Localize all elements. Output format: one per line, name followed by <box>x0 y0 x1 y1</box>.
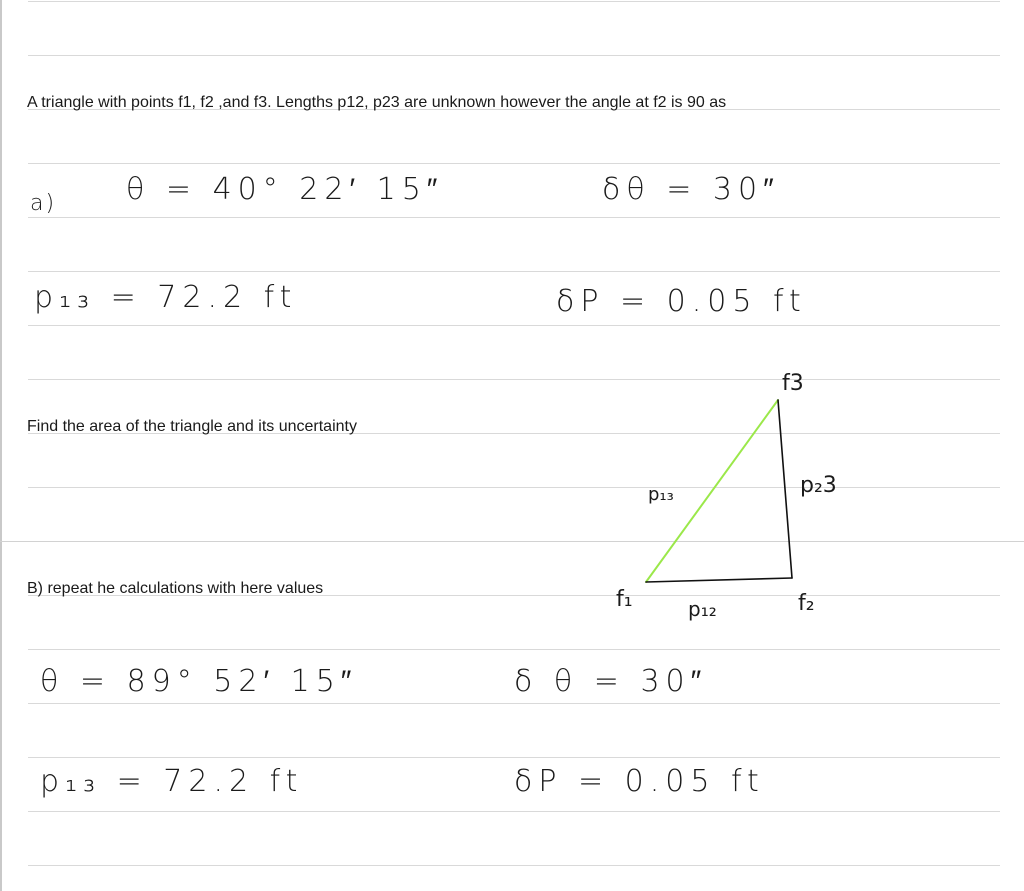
vertex-f2-label: f₂ <box>798 591 815 616</box>
page-left-edge <box>0 0 2 891</box>
side-p23-line <box>778 400 792 578</box>
ruled-line <box>28 163 1000 164</box>
ruled-line <box>28 1 1000 2</box>
side-p13-label: p₁₃ <box>648 484 674 505</box>
task-text: Find the area of the triangle and its uncertainty <box>27 418 357 435</box>
ruled-line <box>28 811 1000 812</box>
part-a-dp: δP = 0.05 ft <box>556 284 807 319</box>
ruled-line <box>28 757 1000 758</box>
ruled-line <box>28 865 1000 866</box>
ruled-line <box>28 271 1000 272</box>
vertex-f3-label: f3 <box>782 371 804 396</box>
ruled-line <box>28 55 1000 56</box>
part-b-heading: B) repeat he calculations with here values <box>27 580 324 597</box>
side-p23-label: p₂3 <box>800 473 837 498</box>
part-a-label: a) <box>30 191 57 216</box>
ruled-line <box>28 325 1000 326</box>
part-b-p13: p₁₃ = 72.2 ft <box>40 764 304 799</box>
ruled-line <box>28 217 1000 218</box>
vertex-f1-label: f₁ <box>616 587 633 612</box>
part-b-theta: θ = 89° 52′ 15″ <box>40 664 358 699</box>
part-b-dtheta: δ θ = 30″ <box>514 664 708 699</box>
part-a-p13: p₁₃ = 72.2 ft <box>34 280 298 315</box>
ruled-line <box>28 703 1000 704</box>
page-divider <box>0 541 1024 542</box>
part-a-dtheta: δθ = 30″ <box>602 172 780 207</box>
side-p12-line <box>646 578 792 582</box>
ruled-line <box>28 649 1000 650</box>
triangle-diagram <box>600 360 860 630</box>
side-p12-label: p₁₂ <box>688 597 717 621</box>
intro-text: A triangle with points f1, f2 ,and f3. Lengths p12, p23 are unknown however the angle at f2 is 90 as <box>27 94 727 111</box>
part-b-dp: δP = 0.05 ft <box>514 764 765 799</box>
part-a-theta: θ = 40° 22′ 15″ <box>126 172 444 207</box>
